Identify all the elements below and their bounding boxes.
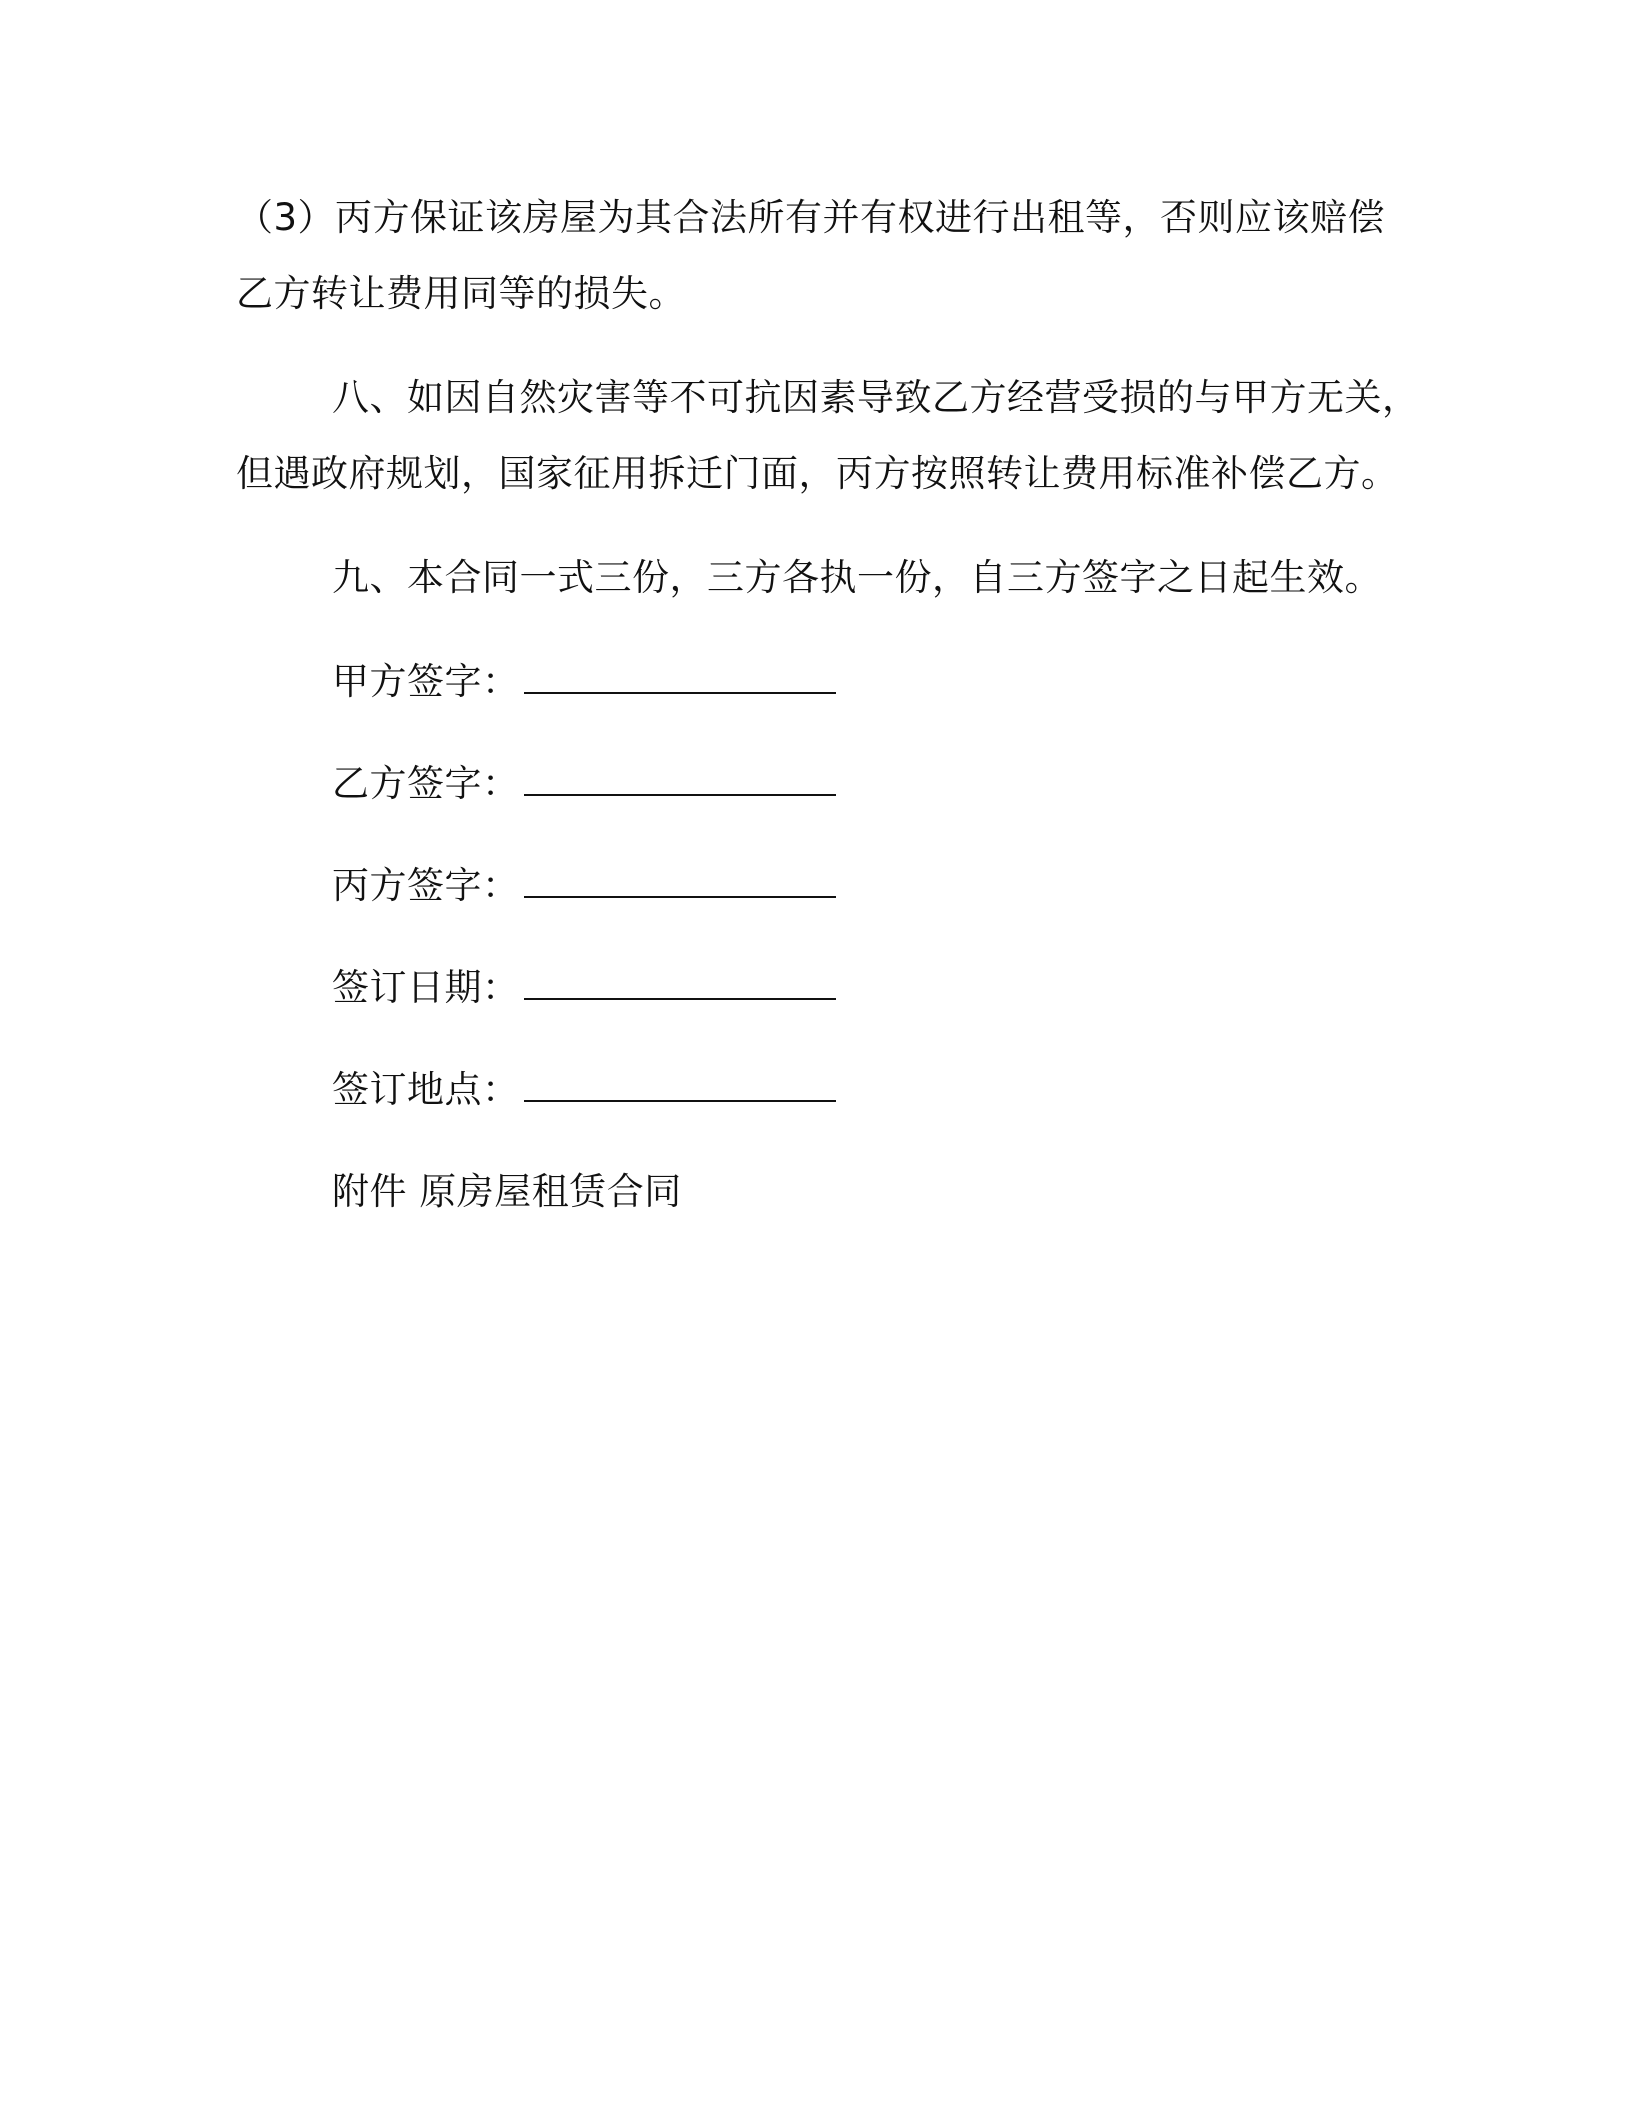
sign-label-party-a: 甲方签字： [332, 660, 520, 703]
signature-blank-party-b[interactable] [524, 760, 836, 796]
clause-3-line-2: 乙方转让费用同等的损失。 [236, 272, 686, 315]
clause-8-line-2: 但遇政府规划，国家征用拆迁门面，丙方按照转让费用标准补偿乙方。 [236, 452, 1399, 495]
sign-row-party-c [332, 862, 836, 910]
sign-row-party-a [332, 658, 836, 706]
sign-row-date [332, 964, 836, 1012]
signature-blank-party-c[interactable] [524, 862, 836, 898]
date-blank[interactable] [524, 964, 836, 1000]
attachment-note: 附件 原房屋租赁合同 [332, 1170, 682, 1213]
signature-blank-party-a[interactable] [524, 658, 836, 694]
sign-row-party-b [332, 760, 836, 808]
clause-9: 九、本合同一式三份，三方各执一份，自三方签字之日起生效。 [332, 556, 1382, 599]
sign-label-date: 签订日期： [332, 966, 520, 1009]
sign-label-party-b: 乙方签字： [332, 762, 520, 805]
sign-label-place: 签订地点： [332, 1068, 520, 1111]
place-blank[interactable] [524, 1066, 836, 1102]
clause-8-line-1: 八、如因自然灾害等不可抗因素导致乙方经营受损的与甲方无关， [332, 376, 1420, 419]
sign-row-place [332, 1066, 836, 1114]
sign-label-party-c: 丙方签字： [332, 864, 520, 907]
clause-3-line-1: （3）丙方保证该房屋为其合法所有并有权进行出租等，否则应该赔偿 [236, 196, 1386, 239]
